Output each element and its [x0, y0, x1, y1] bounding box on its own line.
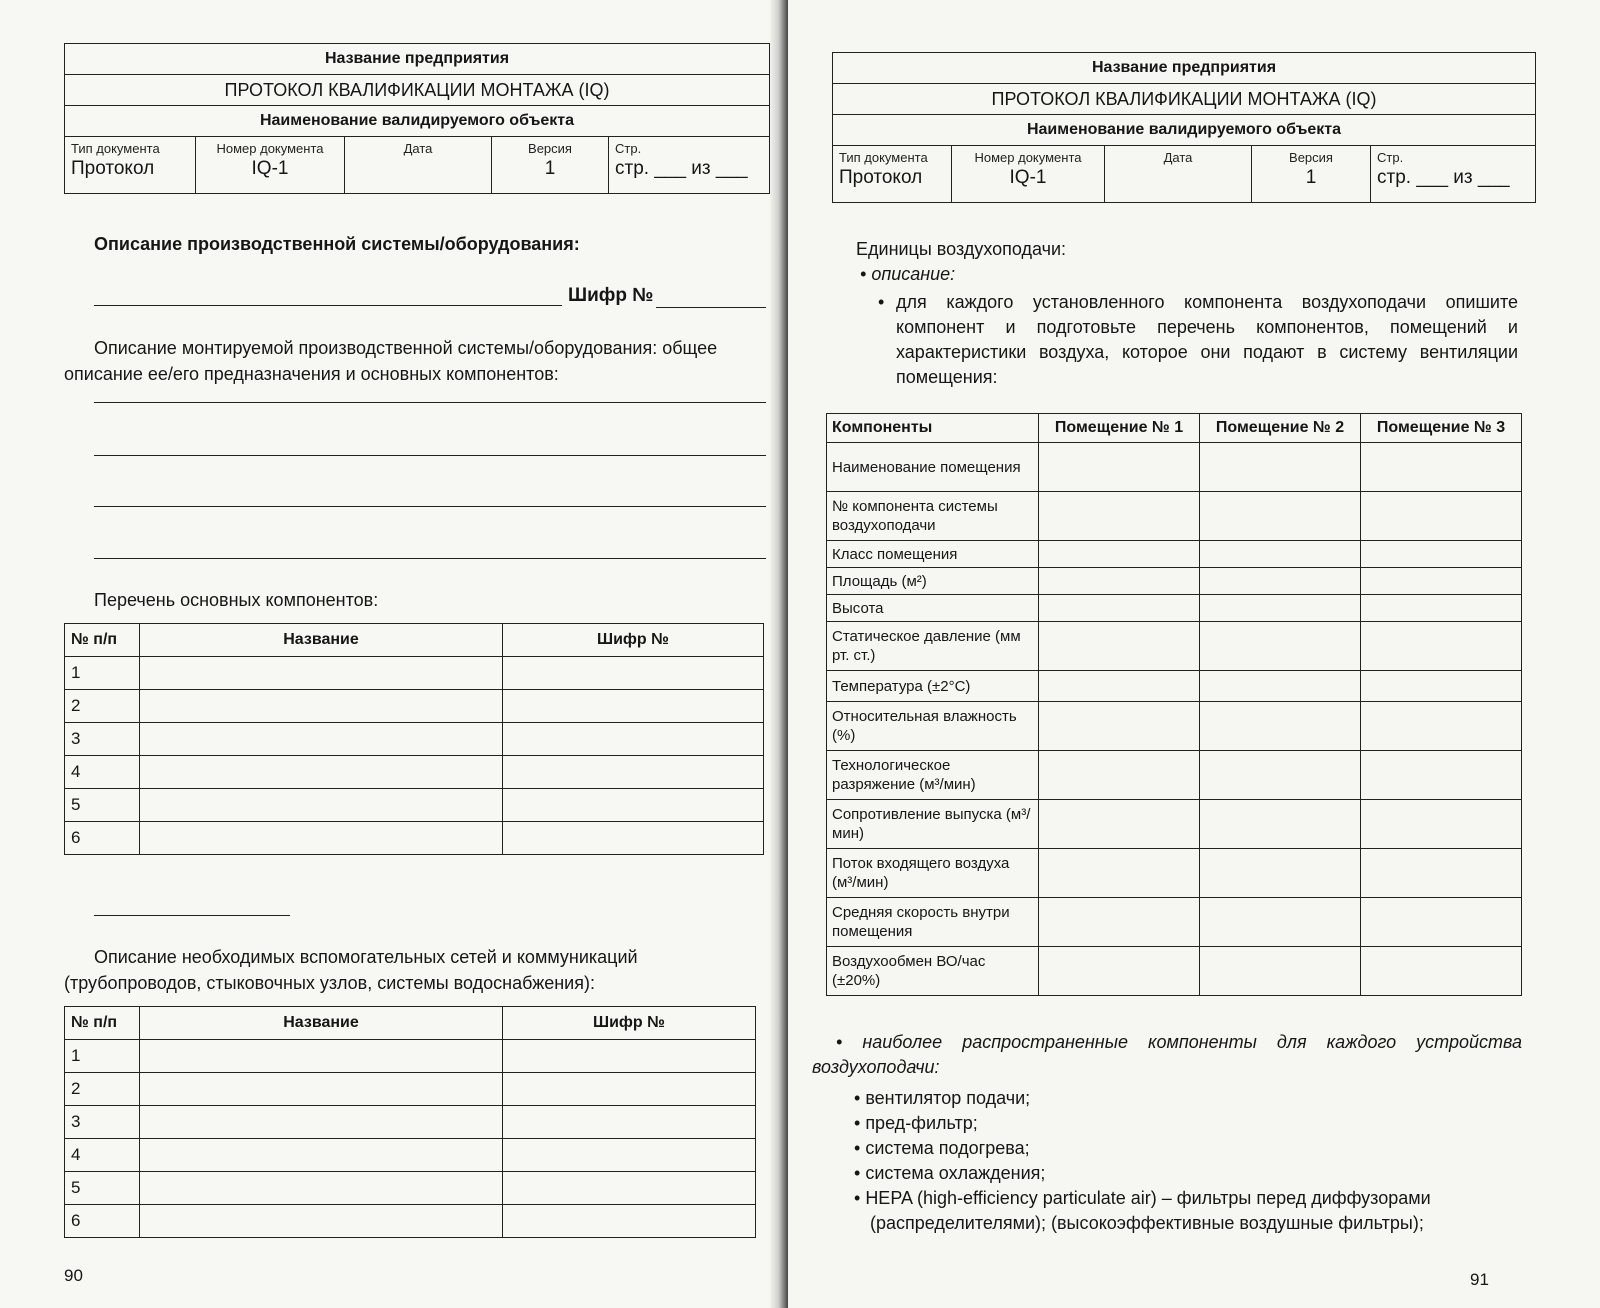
doc-number-value: IQ-1: [251, 158, 289, 179]
table-row: [827, 898, 1522, 947]
doc-number-cell: [196, 137, 345, 194]
doc-type-label: Тип документа: [839, 150, 928, 165]
bullet-dot-icon: •: [860, 264, 872, 284]
table-row: [827, 443, 1522, 492]
date-cell: [345, 137, 492, 194]
version-value: 1: [544, 158, 556, 179]
table-row: [65, 1172, 756, 1205]
table-row: [65, 822, 764, 855]
list-item: • пред-фильтр;: [854, 1113, 978, 1133]
doc-number-cell: [952, 146, 1105, 203]
row-number: 2: [65, 690, 140, 723]
doc-type-value: Протокол: [839, 167, 923, 188]
description-text: Описание монтируемой производственной системы/оборудования: общее описание ее/его предназначения и основных компонентов:: [64, 338, 718, 384]
col-components-header: Компоненты: [827, 414, 1039, 443]
list-item: • система охлаждения;: [854, 1163, 1046, 1183]
table-row: [827, 541, 1522, 568]
row-label: Средняя скорость внутри помещения: [827, 898, 1039, 947]
page-cell: [1371, 146, 1536, 203]
row-label: Класс помещения: [827, 541, 1039, 568]
version-label: Версия: [1289, 150, 1333, 165]
row-number: 6: [65, 1205, 140, 1238]
table-row: [65, 657, 764, 690]
table-row: [65, 1106, 756, 1139]
page-label: Стр.: [615, 141, 642, 156]
page-value: стр. ___ из ___: [1377, 167, 1510, 188]
page-value: стр. ___ из ___: [615, 158, 748, 179]
units-label: Единицы воздухоподачи:: [856, 239, 1067, 259]
doc-type-value: Протокол: [71, 158, 155, 179]
write-line-1: [94, 402, 766, 403]
write-line-4: [94, 558, 766, 559]
version-value: 1: [1305, 167, 1317, 188]
row-label: Площадь (м²): [827, 568, 1039, 595]
row-label: Наименование помещения: [827, 443, 1039, 492]
version-cell: [1252, 146, 1371, 203]
doc-number-label: Номер документа: [216, 141, 324, 156]
bullet-dot-icon: •: [854, 1113, 866, 1133]
protocol-title: ПРОТОКОЛ КВАЛИФИКАЦИИ МОНТАЖА (IQ): [65, 75, 770, 106]
row-number: 5: [65, 1172, 140, 1205]
table-row: [827, 595, 1522, 622]
sub-bullet-text: для каждого установленного компонента воздухоподачи опишите компонент и подготовьте перечень компонентов, помещений и характеристики воздуха, которое они подают в систему вентиляции помещения:: [896, 292, 1518, 387]
row-number: 2: [65, 1073, 140, 1106]
row-label: Воздухообмен ВО/час (±20%): [827, 947, 1039, 996]
col-cipher-header: Шифр №: [503, 624, 764, 657]
table-row: [827, 702, 1522, 751]
row-number: 6: [65, 822, 140, 855]
document-header-left: [64, 43, 770, 194]
page-label: Стр.: [1377, 150, 1404, 165]
row-label: Относительная влажность (%): [827, 702, 1039, 751]
row-number: 1: [65, 1040, 140, 1073]
signature-line: [94, 915, 290, 916]
col-name-header: Название: [140, 1007, 503, 1040]
bullet-description: • описание:: [860, 264, 956, 284]
row-number: 4: [65, 756, 140, 789]
row-label: Технологическое разряжение (м³/мин): [827, 751, 1039, 800]
col-number-header: № п/п: [65, 624, 140, 657]
row-number: 3: [65, 723, 140, 756]
object-name: Наименование валидируемого объекта: [833, 115, 1536, 146]
doc-number-value: IQ-1: [1009, 167, 1047, 188]
date-label: Дата: [403, 141, 433, 156]
bullet-dot-icon: •: [854, 1088, 866, 1108]
col-name-header: Название: [140, 624, 503, 657]
col-cipher-header: Шифр №: [503, 1007, 756, 1040]
table-row: [65, 1205, 756, 1238]
common-components-title: • наиболее распространенные компоненты для каждого устройства воздухоподачи:: [812, 1032, 1522, 1077]
table-row: [65, 789, 764, 822]
right-page: [788, 0, 1600, 1308]
list-item: • HEPA (high-efficiency particulate air) – фильтры перед диффузорами (распределителями); (высокоэффективные воздушные фильтры);: [854, 1188, 1431, 1233]
table-row: [65, 756, 764, 789]
object-name: Наименование валидируемого объекта: [65, 106, 770, 137]
col-number-header: № п/п: [65, 1007, 140, 1040]
doc-type-cell: [833, 146, 952, 203]
row-label: Температура (±2°С): [827, 671, 1039, 702]
bullet-dot-icon: •: [878, 292, 885, 312]
list-item: • вентилятор подачи;: [854, 1088, 1031, 1108]
col-room3-header: Помещение № 3: [1361, 414, 1522, 443]
document-header-right: [832, 52, 1536, 203]
bullet-dot-icon: •: [854, 1188, 866, 1208]
version-cell: [492, 137, 609, 194]
page-number-left: 90: [64, 1266, 83, 1285]
bullet-dot-icon: •: [836, 1032, 863, 1052]
table-row: [827, 751, 1522, 800]
row-label: № компонента системы воздухоподачи: [827, 492, 1039, 541]
sub-bullet: [878, 290, 1518, 390]
table-row: [65, 723, 764, 756]
version-label: Версия: [528, 141, 572, 156]
common-components-list: [854, 1086, 1524, 1236]
page-cell: [609, 137, 770, 194]
row-number: 5: [65, 789, 140, 822]
table-row: [65, 1073, 756, 1106]
row-number: 3: [65, 1106, 140, 1139]
doc-type-label: Тип документа: [71, 141, 160, 156]
date-cell: [1105, 146, 1252, 203]
row-label: Высота: [827, 595, 1039, 622]
bullet-dot-icon: •: [854, 1138, 866, 1158]
page-number-right: 91: [1470, 1270, 1489, 1289]
bullet-dot-icon: •: [854, 1163, 866, 1183]
system-name-line: [94, 305, 562, 306]
cipher-line: [656, 307, 766, 308]
row-number: 4: [65, 1139, 140, 1172]
air-supply-table: [826, 413, 1522, 996]
table-row: [65, 690, 764, 723]
table-row: [827, 947, 1522, 996]
table-row: [827, 622, 1522, 671]
col-room1-header: Помещение № 1: [1039, 414, 1200, 443]
section-title: Описание производственной системы/оборудования:: [94, 234, 580, 254]
table-row: [65, 1139, 756, 1172]
table-row: [827, 800, 1522, 849]
col-room2-header: Помещение № 2: [1200, 414, 1361, 443]
cipher-label: Шифр №: [568, 285, 654, 306]
row-label: Поток входящего воздуха (м³/мин): [827, 849, 1039, 898]
table-row: [827, 849, 1522, 898]
components-table: [64, 623, 764, 855]
protocol-title: ПРОТОКОЛ КВАЛИФИКАЦИИ МОНТАЖА (IQ): [833, 84, 1536, 115]
write-line-2: [94, 455, 766, 456]
row-number: 1: [65, 657, 140, 690]
doc-number-label: Номер документа: [974, 150, 1082, 165]
date-label: Дата: [1163, 150, 1193, 165]
row-label: Статическое давление (мм рт. ст.): [827, 622, 1039, 671]
row-label: Сопротивление выпуска (м³/мин): [827, 800, 1039, 849]
left-page: [0, 0, 782, 1308]
aux-table: [64, 1006, 756, 1238]
doc-type-cell: [65, 137, 196, 194]
company-name: Название предприятия: [833, 53, 1536, 84]
aux-text: Описание необходимых вспомогательных сетей и коммуникаций (трубопроводов, стыковочных узлов, системы водоснабжения):: [64, 947, 638, 993]
table-row: [65, 1040, 756, 1073]
table-row: [827, 671, 1522, 702]
company-name: Название предприятия: [65, 44, 770, 75]
components-label: Перечень основных компонентов:: [94, 590, 379, 610]
list-item: • система подогрева;: [854, 1138, 1030, 1158]
table-row: [827, 492, 1522, 541]
write-line-3: [94, 506, 766, 507]
table-row: [827, 568, 1522, 595]
